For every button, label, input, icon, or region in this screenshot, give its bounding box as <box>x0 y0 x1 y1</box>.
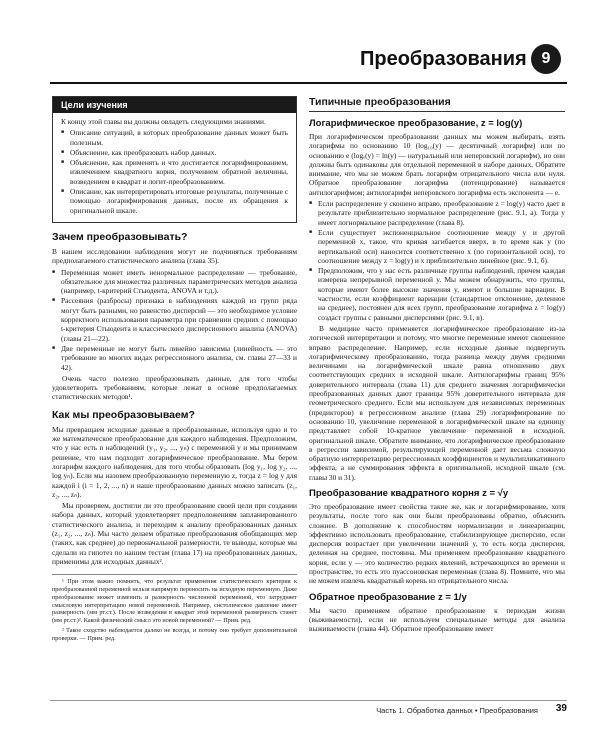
log-transform-list <box>309 199 565 322</box>
learning-goal-item: ■ Описание, как интерпретировать итоговые результаты, полученные с помощью логарифмирования данных, после их обращения к оригинальной шкале. <box>61 187 288 215</box>
footnotes <box>52 574 297 642</box>
section-how-paragraph: Мы проверяем, достигли ли это преобразование своей цели при создании набора данных, который удовлетворяет предположениям запланированного статистического анализа, и переходим к анализу преобразованных данных (z₁, z₂, ..., zₙ). Мы часто делаем обратные преобразования обобщающих мер (таких, как среднее) до первоначальной размерности, те выводы, которые мы сделали из гипотез по нашим тестам (глава 17) на преобразованных данных, применимы для исходных данных². <box>52 501 297 566</box>
log-transform-item: ■ Предположим, что у нас есть различные группы наблюдений, причем каждая измерена непрерывной переменной y. Мы можем обнаружить, что группы, которые имеют более высокие значения y, имеют и большие вариации. В частности, если коэффициент вариации (стандартное отклонение, деленное на среднее), постоянен для всех групп, преобразование логарифма z = log(y) создаст группы с равными дисперсиями (рис. 9.1, в). <box>309 266 565 322</box>
learning-goal-item: ■ Объяснение, как применять и что достигается логарифмированием, извлечением квадратного корня, получением обратной величины, возведением в квадрат и логит-преобразованием. <box>61 158 288 186</box>
footnote: ¹ При этом важно помнить, что результат применения статистического критерия к преобразованной переменной нельзя напрямую переносить на исходную переменную. Даже преобразование может изменить и размерность численной переменной, что затрудняет смысловую интерпретацию новой переменной. Например, систолическое давление имеет размерность (мм рт.ст.). После возведения в квадрат этой переменной размерность станет (мм рт.ст.)². Какой физический смысл это новой переменной? — Прим. ред. <box>52 578 297 625</box>
chapter-title: Преобразования <box>360 48 527 70</box>
section-how-heading: Как мы преобразовываем? <box>52 408 195 421</box>
section-why-list <box>52 268 297 372</box>
right-column <box>309 96 565 636</box>
log-transform-intro: При логарифмическом преобразовании данных мы можем выбирать, взять логарифмы по основанию 10 (log₁₀(y) — десятичный логарифм) или по основанию e (logₑ(y) = ln(y) — натуральный или неперовский логарифм), но они должны быть одинаковы для отдельной переменной в наборе данных. Обратите внимание, что мы не можем брать логарифм отрицательного числа или нуля. Обратное преобразование логарифма (потенцирование) называется антилогарифмом; антилогарифм неперовского логарифма есть экспонента — e. <box>309 132 565 197</box>
log-transform-item: ■ Если распределение у скошено вправо, преобразование z = log(y) часто дает в результате приблизительно нормальное распределение (рис. 9.1, а). Тогда у имеет логнормальное распределение (глава 8). <box>309 199 565 227</box>
section-why-item: ■ Переменная может иметь ненормальное распределение — требование, обязательное для множества различных параметрических методов анализа (например, t-критерий Стьюдента, ANOVA и т.д.). <box>52 268 297 296</box>
left-column <box>52 96 297 645</box>
footnote: ² Такое сходство наблюдается далеко не всегда, и потому оно требует дополнительной проверки. — Прим. ред. <box>52 626 297 642</box>
learning-goal-item: ■ Объяснение, как преобразовать набор данных. <box>61 148 288 157</box>
section-why-outro: Очень часто полезно преобразовывать данные, для того чтобы удовлетворить требованиям, которые лежат в основе предполагаемых статистических методов¹. <box>52 373 297 402</box>
reciprocal-transform-text: Мы часто применяем обратное преобразование к периодам жизни (выживаемости), если не используем специальные методы для анализа выживаемости (глава 44). Обратное преобразование имеет <box>309 605 565 634</box>
section-why-heading: Зачем преобразовывать? <box>52 230 188 243</box>
section-why-item: ■ Две переменные не могут быть линейно зависимы (линейность — это требование во многих видах регрессионного анализа, см. главы 27—33 и 42). <box>52 344 297 372</box>
log-transform-item: ■ Если существует экспоненциальное соотношение между y и другой переменной x, такое, что кривая загибается вверх, в то время как у (по вертикальной оси) наносится соответственно х (по горизонтальной оси), то соотношение между z = log(y) и x приблизительно линейное (рис. 9.1, б). <box>309 228 565 265</box>
log-transform-paragraph: В медицине часто применяется логарифмическое преобразование из-за логической интерпретации и потому, что многие переменные имеют скошенное вправо распределение. Например, если исходные данные подвергнуть логарифмическому преобразованию, тогда разница между двумя средними величинами на логарифмической шкале равна отношению двух соответствующих средних в исходной шкале. Антилогарифмы границ 95% доверительного интервала (глава 11) для среднего значения логарифмически преобразованных данных дают границы 95% доверительного интервала для геометрического среднего. Если мы используем для независимых переменных (предикторов) в регрессионном анализе (глава 29) логарифмирование по основанию 10, увеличение переменной в логарифмической шкале на единицу представляет собой 10-кратное увеличение переменной в исходной, оригинальной шкале. Обратите внимание, что логарифмическое преобразование в регрессии зависимой, результирующей переменной дает весьма сложную обратную интерпретацию регрессионных коэффициентов и мультипликативного эффекта, а не суммирования эффекта в оригинальной, исходной шкале (см. главы 30 и 31). <box>309 323 565 482</box>
footer-rule <box>50 700 567 701</box>
log-transform-heading: Логарифмическое преобразование, z = log(y) <box>309 118 523 129</box>
running-footer: Часть 1. Обработка данных • Преобразования <box>376 706 538 715</box>
header-rule <box>50 82 567 84</box>
learning-goals-box <box>52 96 297 223</box>
learning-goals-title: Цели изучения <box>53 97 296 113</box>
learning-goals-intro: К концу этой главы вы должны овладеть следующими знаниями. <box>61 117 266 126</box>
page-number: 39 <box>555 703 567 714</box>
learning-goal-item: ■ Описание ситуаций, в которых преобразование данных может быть полезным. <box>61 128 288 147</box>
typical-transformations-heading: Типичные преобразования <box>309 96 565 112</box>
chapter-number-badge: 9 <box>531 44 561 74</box>
section-how-paragraph: Мы превращаем исходные данные в преобразованные, используя одно и то же математическое преобразование для каждого наблюдения. Предположим, что у нас есть n наблюдений (y₁, y₂, ..., yₙ) с переменной y и мы принимаем решение, что нам подходит логарифмическое преобразование. Мы берем логарифм каждого наблюдения, для того чтобы образовать (log y₁, log y₂, ..., log yₙ). Если мы назовем преобразованную переменную z, тогда z = log y для каждой i (i = 1, 2, ..., n) и наше преобразование данных можно записать (z₁, z₂, ..., zₙ). <box>52 424 297 499</box>
section-why-intro: В нашем исследовании наблюдения могут не подчиняться требованиям предполагаемого статистического анализа (глава 35). <box>52 246 297 266</box>
sqrt-transform-text: Это преобразование имеет свойства такие же, как и логарифмирование, хотя результаты, после того как они были преобразованы обратно, объяснить сложнее. В дополнение к способностям нормализации и линеаризации, эффективно использовать преобразование, стабилизирующее дисперсию, если дисперсия возрастает при увеличении значений y, то есть когда дисперсия, деленная на среднее, постоянна. Мы применяем преобразование квадратного корня, если y — это количество редких явлений, встречающихся во времени и пространстве, то есть это пуассоновская переменная (глава 8). Помните, что мы не можем извлечь квадратный корень из отрицательного числа. <box>309 501 565 586</box>
learning-goals-list <box>61 128 288 215</box>
section-why-item: ■ Рассеяния (разбросы) признака в наблюдениях каждой из групп ряда могут быть разными, но равенство дисперсий — это необходимое условие корректного использования параметра при сравнении средних с помощью t-критерия Стьюдента и классического дисперсионного анализа (ANOVA) (главы 21—22). <box>52 296 297 342</box>
sqrt-transform-heading: Преобразование квадратного корня z = √y <box>309 487 509 499</box>
reciprocal-transform-heading: Обратное преобразование z = 1/y <box>309 591 467 603</box>
